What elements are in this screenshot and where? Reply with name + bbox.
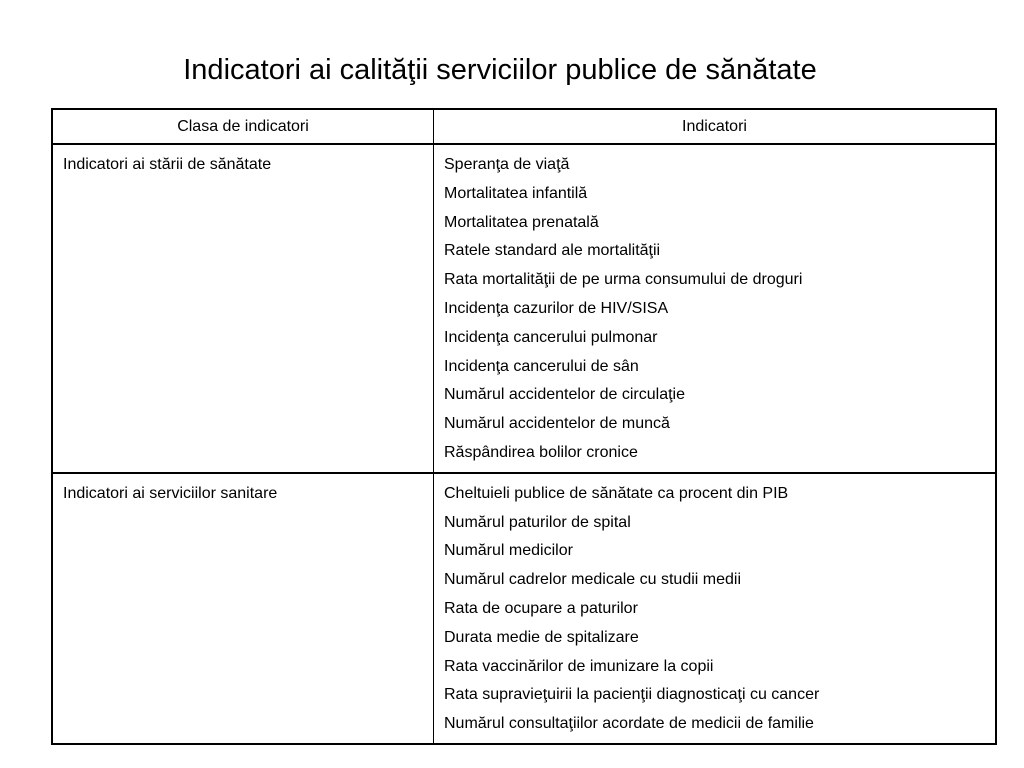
class-cell <box>52 473 434 744</box>
indicator-item: Numărul accidentelor de muncă <box>444 415 670 433</box>
class-label: Indicatori ai stării de sănătate <box>63 156 272 173</box>
indicator-item: Rata vaccinărilor de imunizare la copii <box>444 657 714 675</box>
indicator-item: Rata supravieţuirii la pacienţii diagnosticaţi cu cancer <box>444 686 820 704</box>
table-header-row <box>52 109 996 144</box>
indicator-item: Incidenţa cazurilor de HIV/SISA <box>444 299 669 317</box>
indicator-item: Rata de ocupare a paturilor <box>444 599 638 617</box>
indicator-item: Incidenţa cancerului pulmonar <box>444 328 658 346</box>
indicator-item: Rata mortalităţii de pe urma consumului de droguri <box>444 271 803 289</box>
class-cell <box>52 144 434 473</box>
header-class: Clasa de indicatori <box>52 109 434 144</box>
indicator-item: Cheltuieli publice de sănătate ca procent din PIB <box>444 484 789 502</box>
indicator-item: Numărul paturilor de spital <box>444 513 631 531</box>
indicator-item: Incidenţa cancerului de sân <box>444 357 639 375</box>
class-label: Indicatori ai serviciilor sanitare <box>63 484 278 502</box>
indicator-item: Ratele standard ale mortalităţii <box>444 242 661 260</box>
page-title: Indicatori ai calităţii serviciilor publice de sănătate <box>183 54 817 86</box>
table-row <box>52 473 996 744</box>
indicators-table <box>51 108 997 745</box>
indicators-cell <box>434 473 997 744</box>
indicator-item: Numărul medicilor <box>444 542 573 560</box>
indicator-item: Numărul accidentelor de circulaţie <box>444 386 685 404</box>
table-row <box>52 144 996 473</box>
header-indicators: Indicatori <box>434 109 997 144</box>
indicator-item: Răspândirea bolilor cronice <box>444 443 638 461</box>
indicator-item: Numărul cadrelor medicale cu studii medii <box>444 571 742 589</box>
indicator-item: Mortalitatea prenatală <box>444 213 599 231</box>
indicators-cell <box>434 144 997 473</box>
indicator-item: Speranţa de viaţă <box>444 156 570 173</box>
indicator-item: Mortalitatea infantilă <box>444 184 588 202</box>
indicator-item: Durata medie de spitalizare <box>444 628 639 646</box>
indicator-item: Numărul consultaţiilor acordate de medicii de familie <box>444 715 814 733</box>
